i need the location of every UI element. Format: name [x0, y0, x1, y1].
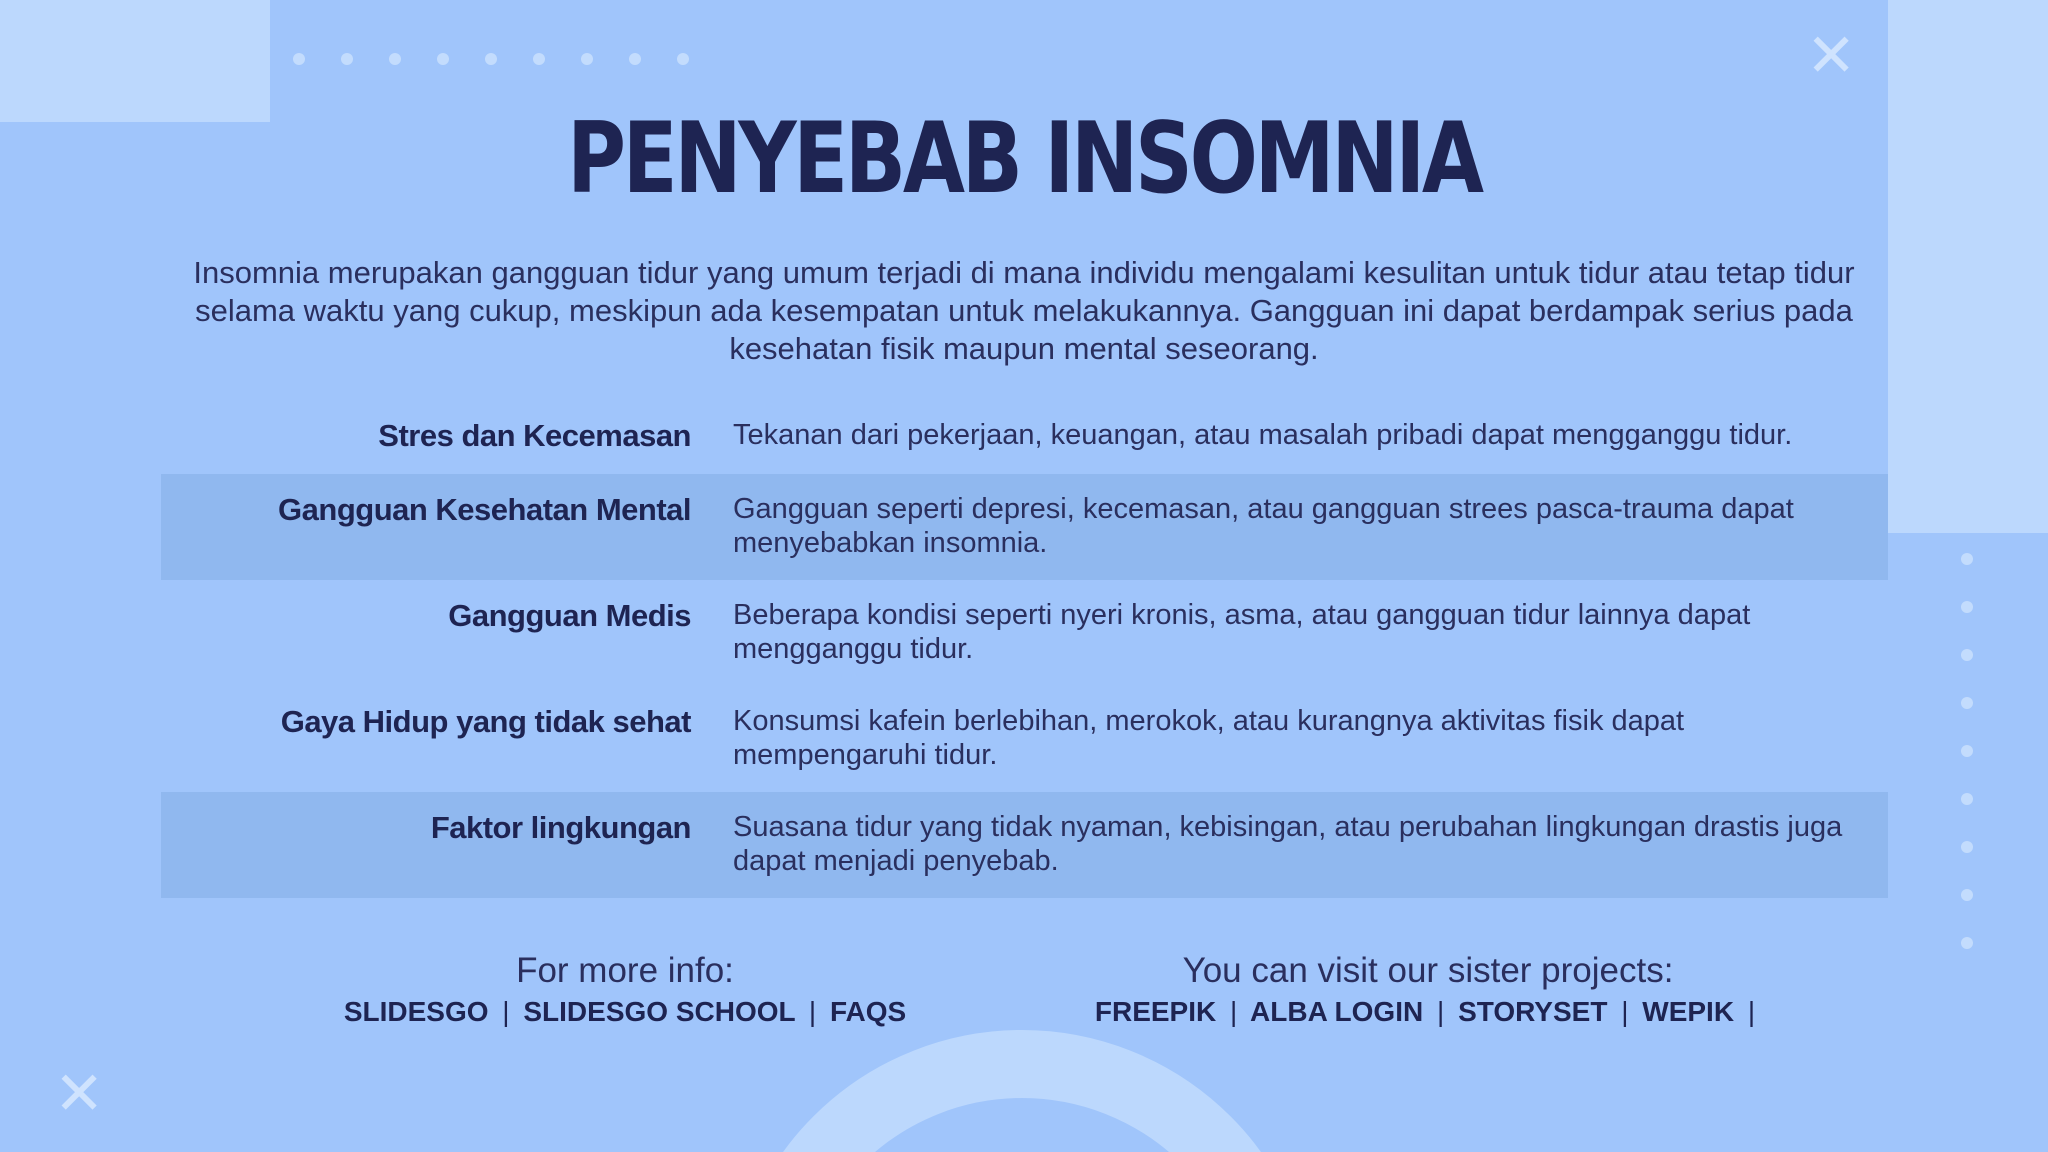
cause-row	[161, 792, 1888, 898]
decor-dot	[341, 53, 353, 65]
link-wepik[interactable]: WEPIK	[1642, 996, 1735, 1027]
cause-description: Suasana tidur yang tidak nyaman, kebisingan, atau perubahan lingkungan drastis juga dapat menjadi penyebab.	[733, 811, 1843, 877]
decor-dot	[1961, 889, 1973, 901]
decor-dot	[1961, 841, 1973, 853]
separator: |	[1621, 996, 1629, 1027]
separator: |	[502, 996, 510, 1027]
decor-dot	[629, 53, 641, 65]
decor-dot	[293, 53, 305, 65]
cause-label: Gaya Hidup yang tidak sehat	[280, 704, 691, 739]
cause-description: Tekanan dari pekerjaan, keuangan, atau masalah pribadi dapat mengganggu tidur.	[733, 419, 1793, 451]
link-faqs[interactable]: FAQS	[829, 996, 907, 1027]
cause-label: Stres dan Kecemasan	[378, 418, 691, 453]
separator: |	[808, 996, 817, 1027]
cause-row	[161, 400, 1888, 474]
close-x-icon: ✕	[1806, 21, 1857, 91]
decor-dot	[1961, 937, 1973, 949]
decor-dot	[581, 53, 593, 65]
causes-table	[161, 400, 1888, 898]
decor-dots-column	[1961, 553, 1973, 949]
separator: |	[1437, 996, 1445, 1027]
decor-dot	[1961, 601, 1973, 613]
decor-dot	[1961, 793, 1973, 805]
separator: |	[1747, 996, 1756, 1027]
close-x-icon: ✕	[54, 1059, 105, 1129]
cause-description: Beberapa kondisi seperti nyeri kronis, asma, atau gangguan tidur lainnya dapat mengganggu tidur.	[733, 599, 1751, 665]
cause-description: Gangguan seperti depresi, kecemasan, atau gangguan strees pasca-trauma dapat menyebabkan insomnia.	[733, 493, 1794, 559]
decor-dot	[485, 53, 497, 65]
cause-label: Gangguan Medis	[448, 598, 691, 633]
cause-description: Konsumsi kafein berlebihan, merokok, atau kurangnya aktivitas fisik dapat mempengaruhi tidur.	[733, 705, 1685, 771]
link-storyset[interactable]: STORYSET	[1458, 996, 1608, 1027]
intro-paragraph: Insomnia merupakan gangguan tidur yang umum terjadi di mana individu mengalami kesulitan untuk tidur atau tetap tidur selama waktu yang cukup, meskipun ada kesempatan untuk melakukannya. Gangguan ini dapat berdampak serius pada kesehatan fisik maupun mental seseorang.	[193, 255, 1855, 366]
separator: |	[1230, 996, 1238, 1027]
footer-heading: You can visit our sister projects:	[1182, 951, 1674, 990]
link-alba-login[interactable]: ALBA LOGIN	[1250, 996, 1424, 1027]
link-slidesgo-school[interactable]: SLIDESGO SCHOOL	[523, 996, 796, 1027]
footer-links	[330, 994, 920, 1030]
decor-dot	[533, 53, 545, 65]
footer-links	[1088, 994, 1768, 1030]
decor-dot	[437, 53, 449, 65]
cause-row	[161, 474, 1888, 580]
cause-row	[161, 686, 1888, 792]
decor-dots-row	[293, 53, 689, 65]
decor-rectangle-right	[1888, 0, 2048, 533]
slide-title: PENYEBAB INSOMNIA	[567, 102, 1481, 216]
decor-dot	[1961, 697, 1973, 709]
link-slidesgo[interactable]: SLIDESGO	[343, 996, 489, 1027]
decor-dot	[1961, 649, 1973, 661]
footer-heading: For more info:	[516, 951, 734, 990]
cause-label: Faktor lingkungan	[430, 810, 691, 845]
decor-dot	[1961, 745, 1973, 757]
footer-more-info	[330, 950, 920, 1030]
cause-row	[161, 580, 1888, 686]
decor-dot	[1961, 553, 1973, 565]
decor-dot	[677, 53, 689, 65]
decor-dot	[389, 53, 401, 65]
cause-label: Gangguan Kesehatan Mental	[278, 492, 691, 527]
footer-sister-projects	[1088, 950, 1768, 1030]
decor-arc	[727, 1030, 1317, 1152]
link-freepik[interactable]: FREEPIK	[1094, 996, 1217, 1027]
